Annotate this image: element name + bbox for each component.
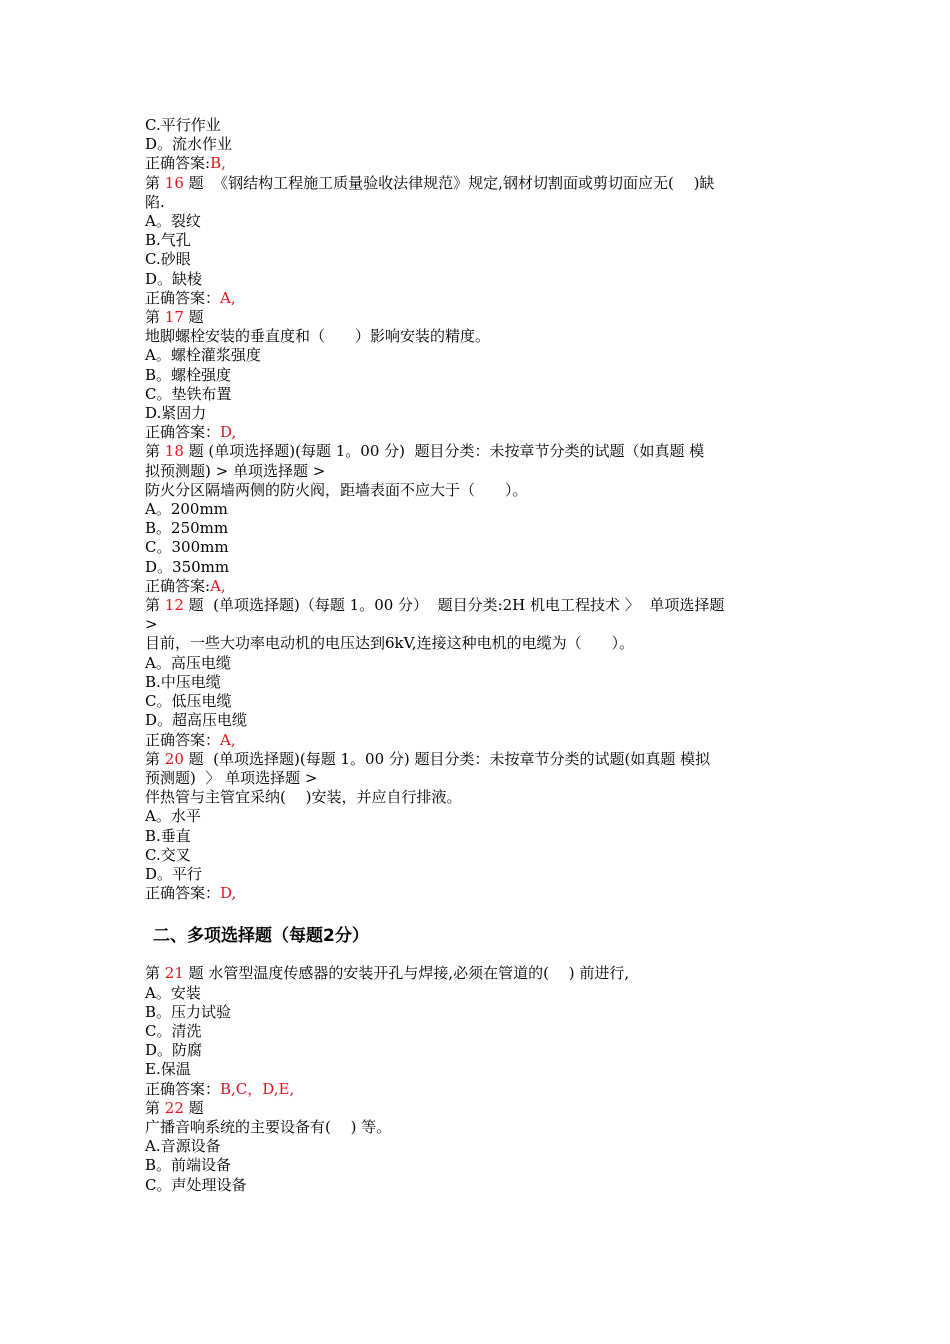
answer-line: 正确答案：D,	[145, 423, 237, 442]
option: B.垂直	[145, 826, 191, 845]
question-header-18: 第 18 题 (单项选择题)(每题 1。00 分) 题目分类：未按章节分类的试题（如真题 模	[145, 442, 705, 461]
option: C.砂眼	[145, 250, 191, 269]
question-number: 22	[164, 1098, 184, 1117]
option: A。裂纹	[145, 212, 201, 231]
question-header-continued: 预测题) 〉 单项选择题 >	[145, 768, 318, 787]
option: A。螺栓灌浆强度	[145, 346, 261, 365]
answer-value: D,	[220, 884, 237, 903]
option: D.紧固力	[145, 404, 207, 423]
answer-value: B,C，D,E,	[220, 1079, 295, 1098]
question-number: 17	[164, 308, 184, 327]
option: C.交叉	[145, 845, 191, 864]
question-number: 16	[164, 173, 184, 192]
answer-line: 正确答案:A,	[145, 576, 226, 595]
option: B。压力试验	[145, 1002, 232, 1021]
question-number: 18	[164, 442, 184, 461]
option: D。350mm	[145, 557, 230, 576]
option: C。300mm	[145, 538, 229, 557]
option: A。200mm	[145, 500, 228, 519]
option: B。250mm	[145, 519, 229, 538]
option: C。低压电缆	[145, 692, 232, 711]
question-header-16: 第 16 题 《钢结构工程施工质量验收法律规范》规定,钢材切割面或剪切面应无( )缺	[145, 173, 715, 192]
option: B。螺栓强度	[145, 365, 232, 384]
answer-value: A,	[210, 576, 226, 595]
option: B.中压电缆	[145, 672, 221, 691]
question-stem: 目前，一些大功率电动机的电压达到6kV,连接这种电机的电缆为（ ）。	[145, 634, 635, 653]
option: D。超高压电缆	[145, 711, 248, 730]
question-header-22: 第 22 题	[145, 1098, 204, 1117]
option: C。声处理设备	[145, 1175, 247, 1194]
answer-value: A,	[220, 288, 236, 307]
question-stem: 地脚螺栓安装的垂直度和（ ）影响安装的精度。	[145, 327, 491, 346]
option: B。前端设备	[145, 1156, 232, 1175]
answer-value: D,	[220, 423, 237, 442]
question-header-21: 第 21 题 水管型温度传感器的安装开孔与焊接,必须在管道的( ) 前进行,	[145, 964, 630, 983]
option: D。平行	[145, 864, 203, 883]
option: D。流水作业	[145, 135, 233, 154]
option: B.气孔	[145, 231, 191, 250]
option: C。垫铁布置	[145, 384, 232, 403]
question-number: 21	[164, 964, 184, 983]
question-number: 20	[164, 749, 184, 768]
question-number: 12	[164, 596, 184, 615]
answer-line: 正确答案：A,	[145, 730, 236, 749]
option: A。安装	[145, 983, 201, 1002]
exam-document	[145, 116, 810, 1195]
option: C.平行作业	[145, 116, 221, 134]
option: D。缺棱	[145, 269, 203, 288]
answer-line: 正确答案:B,	[145, 154, 226, 173]
answer-value: B,	[210, 154, 226, 173]
question-header-continued: >	[145, 615, 158, 634]
question-stem: 伴热管与主管宜采纳( )安装，并应自行排液。	[145, 788, 462, 807]
question-header-continued: 拟预测题) > 单项选择题 >	[145, 461, 326, 480]
question-stem: 广播音响系统的主要设备有( ) 等。	[145, 1117, 392, 1136]
option: C。清洗	[145, 1021, 202, 1040]
answer-value: A,	[220, 730, 236, 749]
answer-line: 正确答案：D,	[145, 884, 237, 903]
option: E.保温	[145, 1060, 191, 1079]
section-title: 二、多项选择题（每题2分）	[153, 926, 369, 947]
question-header-20: 第 20 题 (单项选择题)(每题 1。00 分) 题目分类：未按章节分类的试题(如真题 模拟	[145, 749, 711, 768]
answer-line: 正确答案：A,	[145, 288, 236, 307]
question-header-continued: 陷.	[145, 192, 165, 211]
option: A。高压电缆	[145, 653, 231, 672]
option: D。防腐	[145, 1041, 203, 1060]
question-header-17: 第 17 题	[145, 308, 204, 327]
option: A.音源设备	[145, 1137, 221, 1156]
question-header-19: 第 12 题 (单项选择题)（每题 1。00 分） 题目分类:2H 机电工程技术 〉 单项选择题	[145, 596, 725, 615]
answer-line: 正确答案：B,C，D,E,	[145, 1079, 295, 1098]
option: A。水平	[145, 807, 201, 826]
question-stem: 防火分区隔墙两侧的防火阀，距墙表面不应大于（ ）。	[145, 480, 528, 499]
